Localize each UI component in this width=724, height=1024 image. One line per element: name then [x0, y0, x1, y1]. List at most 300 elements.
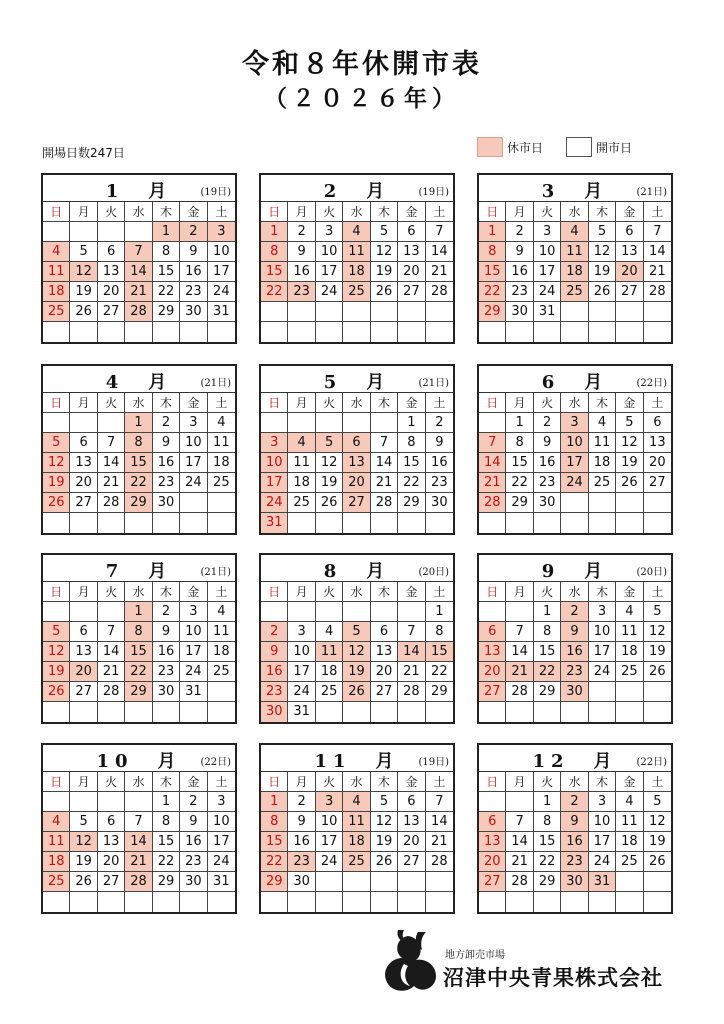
day-cell: 15 — [153, 832, 180, 852]
month-name: 10 月 — [96, 751, 182, 772]
week-row — [479, 493, 671, 513]
day-cell: 21 — [644, 262, 671, 282]
empty-cell — [343, 602, 370, 622]
month-name: 5 月 — [323, 372, 391, 393]
week-row — [261, 453, 453, 473]
week-row — [479, 453, 671, 473]
day-cell: 12 — [371, 812, 398, 832]
month-calendar — [259, 173, 455, 344]
day-cell: 7 — [398, 622, 425, 642]
day-cell: 30 — [153, 682, 180, 702]
day-cell: 2 — [561, 792, 588, 812]
day-cell: 22 — [125, 662, 152, 682]
day-cell: 9 — [288, 812, 315, 832]
empty-cell — [398, 302, 425, 322]
day-cell: 29 — [125, 682, 152, 702]
empty-cell — [426, 872, 453, 892]
day-cell: 1 — [534, 602, 561, 622]
day-cell: 17 — [288, 662, 315, 682]
week-row — [43, 702, 235, 722]
day-cell: 8 — [506, 433, 533, 453]
day-cell: 12 — [644, 812, 671, 832]
day-cell: 11 — [43, 262, 70, 282]
weekday-label: 木 — [371, 772, 398, 792]
week-row — [261, 433, 453, 453]
empty-cell — [316, 322, 343, 342]
day-cell: 14 — [98, 453, 125, 473]
week-row — [261, 602, 453, 622]
day-cell: 22 — [398, 473, 425, 493]
weekday-label: 火 — [316, 202, 343, 222]
week-row — [43, 832, 235, 852]
empty-cell — [343, 872, 370, 892]
month-open-count: (21日) — [636, 187, 667, 198]
day-cell: 20 — [616, 262, 643, 282]
weekday-label: 金 — [180, 202, 207, 222]
day-cell: 3 — [208, 792, 235, 812]
month-calendar — [259, 743, 455, 914]
empty-cell — [589, 892, 616, 912]
day-cell: 28 — [506, 682, 533, 702]
day-cell: 5 — [371, 222, 398, 242]
day-cell: 13 — [398, 242, 425, 262]
day-cell: 23 — [153, 473, 180, 493]
empty-cell — [589, 682, 616, 702]
day-cell: 21 — [398, 662, 425, 682]
day-cell: 23 — [288, 852, 315, 872]
day-cell: 24 — [208, 282, 235, 302]
month-name: 1 月 — [105, 181, 173, 202]
day-cell: 21 — [426, 262, 453, 282]
month-open-count: (22日) — [636, 378, 667, 389]
day-cell: 29 — [506, 493, 533, 513]
empty-cell — [644, 493, 671, 513]
week-row — [43, 493, 235, 513]
week-row — [43, 662, 235, 682]
day-cell: 25 — [589, 473, 616, 493]
month-header — [479, 745, 671, 772]
empty-cell — [616, 892, 643, 912]
empty-cell — [153, 702, 180, 722]
day-cell: 31 — [208, 302, 235, 322]
day-cell: 29 — [153, 872, 180, 892]
weekday-label: 日 — [479, 582, 506, 602]
day-cell: 1 — [153, 222, 180, 242]
weekday-row — [43, 772, 235, 792]
empty-cell — [561, 702, 588, 722]
week-row — [261, 852, 453, 872]
day-cell: 28 — [98, 682, 125, 702]
week-row — [479, 662, 671, 682]
day-cell: 17 — [589, 642, 616, 662]
day-cell: 24 — [316, 852, 343, 872]
weekday-label: 土 — [426, 393, 453, 413]
day-cell: 7 — [506, 812, 533, 832]
weekday-label: 月 — [506, 202, 533, 222]
day-cell: 12 — [616, 433, 643, 453]
day-cell: 30 — [180, 302, 207, 322]
empty-cell — [70, 602, 97, 622]
day-cell: 20 — [398, 262, 425, 282]
day-cell: 17 — [561, 453, 588, 473]
day-cell: 29 — [261, 872, 288, 892]
empty-cell — [371, 892, 398, 912]
empty-cell — [343, 892, 370, 912]
day-cell: 8 — [125, 433, 152, 453]
day-cell: 4 — [561, 222, 588, 242]
empty-cell — [70, 322, 97, 342]
day-cell: 19 — [371, 262, 398, 282]
empty-cell — [180, 513, 207, 533]
day-cell: 30 — [561, 872, 588, 892]
day-cell: 19 — [43, 662, 70, 682]
empty-cell — [125, 222, 152, 242]
day-cell: 24 — [561, 473, 588, 493]
day-cell: 12 — [371, 242, 398, 262]
day-cell: 27 — [479, 682, 506, 702]
weekday-label: 火 — [534, 202, 561, 222]
month-open-count: (21日) — [200, 567, 231, 578]
day-cell: 7 — [371, 433, 398, 453]
empty-cell — [561, 513, 588, 533]
empty-cell — [98, 892, 125, 912]
day-cell: 27 — [70, 493, 97, 513]
day-cell: 8 — [153, 242, 180, 262]
day-cell: 22 — [261, 282, 288, 302]
day-cell: 11 — [208, 433, 235, 453]
week-row — [261, 473, 453, 493]
week-row — [261, 812, 453, 832]
weekday-label: 木 — [371, 582, 398, 602]
month-calendar — [477, 743, 673, 914]
empty-cell — [371, 322, 398, 342]
day-cell: 21 — [125, 282, 152, 302]
day-cell: 6 — [479, 812, 506, 832]
empty-cell — [180, 322, 207, 342]
weekday-label: 日 — [479, 393, 506, 413]
weekday-row — [479, 772, 671, 792]
day-cell: 14 — [426, 242, 453, 262]
day-cell: 13 — [398, 812, 425, 832]
week-row — [261, 832, 453, 852]
week-row — [43, 453, 235, 473]
weekday-label: 火 — [534, 393, 561, 413]
weekday-label: 火 — [316, 393, 343, 413]
legend-closed-swatch — [477, 137, 503, 157]
day-cell: 28 — [125, 302, 152, 322]
week-row — [43, 792, 235, 812]
weekday-label: 日 — [479, 772, 506, 792]
weekday-label: 日 — [261, 772, 288, 792]
day-cell: 13 — [70, 642, 97, 662]
day-cell: 7 — [479, 433, 506, 453]
day-cell: 14 — [644, 242, 671, 262]
empty-cell — [534, 322, 561, 342]
day-cell: 7 — [506, 622, 533, 642]
day-cell: 13 — [343, 453, 370, 473]
empty-cell — [589, 493, 616, 513]
weekday-label: 木 — [153, 772, 180, 792]
weekday-label: 日 — [261, 393, 288, 413]
day-cell: 19 — [589, 262, 616, 282]
empty-cell — [43, 602, 70, 622]
day-cell: 29 — [426, 682, 453, 702]
weekday-label: 土 — [208, 393, 235, 413]
weekday-label: 水 — [125, 393, 152, 413]
day-cell: 30 — [153, 493, 180, 513]
day-cell: 16 — [534, 453, 561, 473]
week-row — [261, 662, 453, 682]
day-cell: 14 — [426, 812, 453, 832]
day-cell: 8 — [479, 242, 506, 262]
empty-cell — [426, 702, 453, 722]
month-open-count: (21日) — [418, 378, 449, 389]
day-cell: 16 — [261, 662, 288, 682]
day-cell: 15 — [506, 453, 533, 473]
month-header — [261, 175, 453, 202]
day-cell: 12 — [43, 642, 70, 662]
day-cell: 26 — [616, 473, 643, 493]
week-row — [261, 702, 453, 722]
day-cell: 30 — [180, 872, 207, 892]
day-cell: 9 — [534, 433, 561, 453]
week-row — [43, 622, 235, 642]
empty-cell — [506, 513, 533, 533]
empty-cell — [180, 493, 207, 513]
day-cell: 5 — [644, 602, 671, 622]
day-cell: 10 — [180, 622, 207, 642]
day-cell: 18 — [343, 832, 370, 852]
month-open-count: (22日) — [636, 757, 667, 768]
day-cell: 15 — [261, 832, 288, 852]
weekday-label: 木 — [153, 202, 180, 222]
week-row — [261, 513, 453, 533]
day-cell: 6 — [616, 222, 643, 242]
day-cell: 23 — [426, 473, 453, 493]
weekday-label: 木 — [371, 202, 398, 222]
empty-cell — [644, 702, 671, 722]
empty-cell — [208, 682, 235, 702]
month-header — [479, 366, 671, 393]
month-calendar — [41, 364, 237, 535]
day-cell: 28 — [506, 872, 533, 892]
empty-cell — [98, 222, 125, 242]
day-cell: 24 — [208, 852, 235, 872]
day-cell: 19 — [70, 282, 97, 302]
day-cell: 9 — [561, 812, 588, 832]
empty-cell — [70, 792, 97, 812]
day-cell: 12 — [343, 642, 370, 662]
day-cell: 3 — [180, 413, 207, 433]
empty-cell — [398, 892, 425, 912]
day-cell: 23 — [180, 852, 207, 872]
empty-cell — [371, 872, 398, 892]
empty-cell — [180, 892, 207, 912]
day-cell: 14 — [98, 642, 125, 662]
weekday-label: 水 — [343, 393, 370, 413]
day-cell: 4 — [43, 812, 70, 832]
week-row — [479, 682, 671, 702]
weekday-label: 木 — [589, 772, 616, 792]
day-cell: 29 — [534, 872, 561, 892]
day-cell: 17 — [180, 642, 207, 662]
weekday-label: 日 — [261, 202, 288, 222]
day-cell: 15 — [261, 262, 288, 282]
day-cell: 6 — [398, 222, 425, 242]
empty-cell — [98, 513, 125, 533]
day-cell: 25 — [561, 282, 588, 302]
day-cell: 26 — [644, 852, 671, 872]
day-cell: 22 — [506, 473, 533, 493]
empty-cell — [589, 302, 616, 322]
day-cell: 3 — [208, 222, 235, 242]
month-name: 8 月 — [323, 561, 391, 582]
empty-cell — [70, 702, 97, 722]
empty-cell — [343, 302, 370, 322]
day-cell: 24 — [180, 662, 207, 682]
day-cell: 2 — [561, 602, 588, 622]
weekday-label: 月 — [506, 772, 533, 792]
day-cell: 5 — [43, 622, 70, 642]
day-cell: 7 — [426, 222, 453, 242]
week-row — [479, 892, 671, 912]
empty-cell — [98, 322, 125, 342]
day-cell: 9 — [153, 622, 180, 642]
day-cell: 2 — [506, 222, 533, 242]
day-cell: 23 — [561, 662, 588, 682]
day-cell: 3 — [589, 602, 616, 622]
week-row — [43, 242, 235, 262]
day-cell: 2 — [180, 792, 207, 812]
week-row — [261, 262, 453, 282]
day-cell: 27 — [98, 302, 125, 322]
day-cell: 6 — [70, 433, 97, 453]
empty-cell — [125, 792, 152, 812]
empty-cell — [125, 322, 152, 342]
weekday-label: 金 — [398, 393, 425, 413]
month-name: 6 月 — [541, 372, 609, 393]
empty-cell — [479, 892, 506, 912]
day-cell: 8 — [153, 812, 180, 832]
day-cell: 22 — [153, 852, 180, 872]
month-name: 4 月 — [105, 372, 173, 393]
day-cell: 25 — [616, 852, 643, 872]
month-calendar — [477, 173, 673, 344]
weekday-label: 火 — [98, 202, 125, 222]
day-cell: 27 — [398, 282, 425, 302]
day-cell: 4 — [288, 433, 315, 453]
week-row — [261, 282, 453, 302]
weekday-row — [261, 582, 453, 602]
legend-open-label: 開市日 — [596, 140, 633, 155]
day-cell: 4 — [343, 222, 370, 242]
day-cell: 12 — [316, 453, 343, 473]
day-cell: 6 — [371, 622, 398, 642]
day-cell: 30 — [561, 682, 588, 702]
week-row — [43, 892, 235, 912]
empty-cell — [561, 322, 588, 342]
week-row — [479, 602, 671, 622]
day-cell: 18 — [343, 262, 370, 282]
weekday-label: 木 — [589, 202, 616, 222]
day-cell: 8 — [398, 433, 425, 453]
empty-cell — [316, 872, 343, 892]
weekday-row — [261, 202, 453, 222]
day-cell: 4 — [43, 242, 70, 262]
day-cell: 20 — [479, 852, 506, 872]
empty-cell — [426, 302, 453, 322]
day-cell: 27 — [98, 872, 125, 892]
empty-cell — [479, 792, 506, 812]
day-cell: 21 — [506, 662, 533, 682]
empty-cell — [153, 892, 180, 912]
day-cell: 8 — [534, 622, 561, 642]
weekday-label: 木 — [153, 393, 180, 413]
weekday-label: 木 — [589, 582, 616, 602]
day-cell: 5 — [316, 433, 343, 453]
day-cell: 1 — [479, 222, 506, 242]
empty-cell — [153, 322, 180, 342]
day-cell: 12 — [70, 832, 97, 852]
empty-cell — [98, 792, 125, 812]
day-cell: 13 — [479, 642, 506, 662]
empty-cell — [261, 413, 288, 433]
month-calendar — [41, 743, 237, 914]
empty-cell — [479, 322, 506, 342]
day-cell: 15 — [125, 453, 152, 473]
empty-cell — [316, 302, 343, 322]
empty-cell — [426, 892, 453, 912]
empty-cell — [616, 302, 643, 322]
day-cell: 27 — [479, 872, 506, 892]
day-cell: 27 — [616, 282, 643, 302]
day-cell: 16 — [426, 453, 453, 473]
day-cell: 28 — [371, 493, 398, 513]
month-calendar — [477, 364, 673, 535]
empty-cell — [561, 302, 588, 322]
day-cell: 23 — [506, 282, 533, 302]
weekday-label: 土 — [426, 202, 453, 222]
day-cell: 17 — [534, 262, 561, 282]
empty-cell — [316, 702, 343, 722]
empty-cell — [288, 322, 315, 342]
empty-cell — [589, 702, 616, 722]
day-cell: 4 — [208, 602, 235, 622]
day-cell: 20 — [98, 282, 125, 302]
day-cell: 5 — [70, 812, 97, 832]
weekday-label: 日 — [43, 202, 70, 222]
day-cell: 29 — [125, 493, 152, 513]
week-row — [43, 682, 235, 702]
empty-cell — [208, 493, 235, 513]
month-open-count: (19日) — [418, 187, 449, 198]
weekday-label: 金 — [398, 202, 425, 222]
day-cell: 22 — [479, 282, 506, 302]
empty-cell — [70, 413, 97, 433]
weekday-label: 土 — [208, 202, 235, 222]
week-row — [479, 302, 671, 322]
day-cell: 22 — [153, 282, 180, 302]
empty-cell — [616, 513, 643, 533]
empty-cell — [479, 702, 506, 722]
day-cell: 18 — [561, 262, 588, 282]
weekday-row — [479, 393, 671, 413]
day-cell: 9 — [561, 622, 588, 642]
week-row — [479, 872, 671, 892]
day-cell: 31 — [180, 682, 207, 702]
day-cell: 25 — [208, 662, 235, 682]
weekday-label: 月 — [70, 202, 97, 222]
